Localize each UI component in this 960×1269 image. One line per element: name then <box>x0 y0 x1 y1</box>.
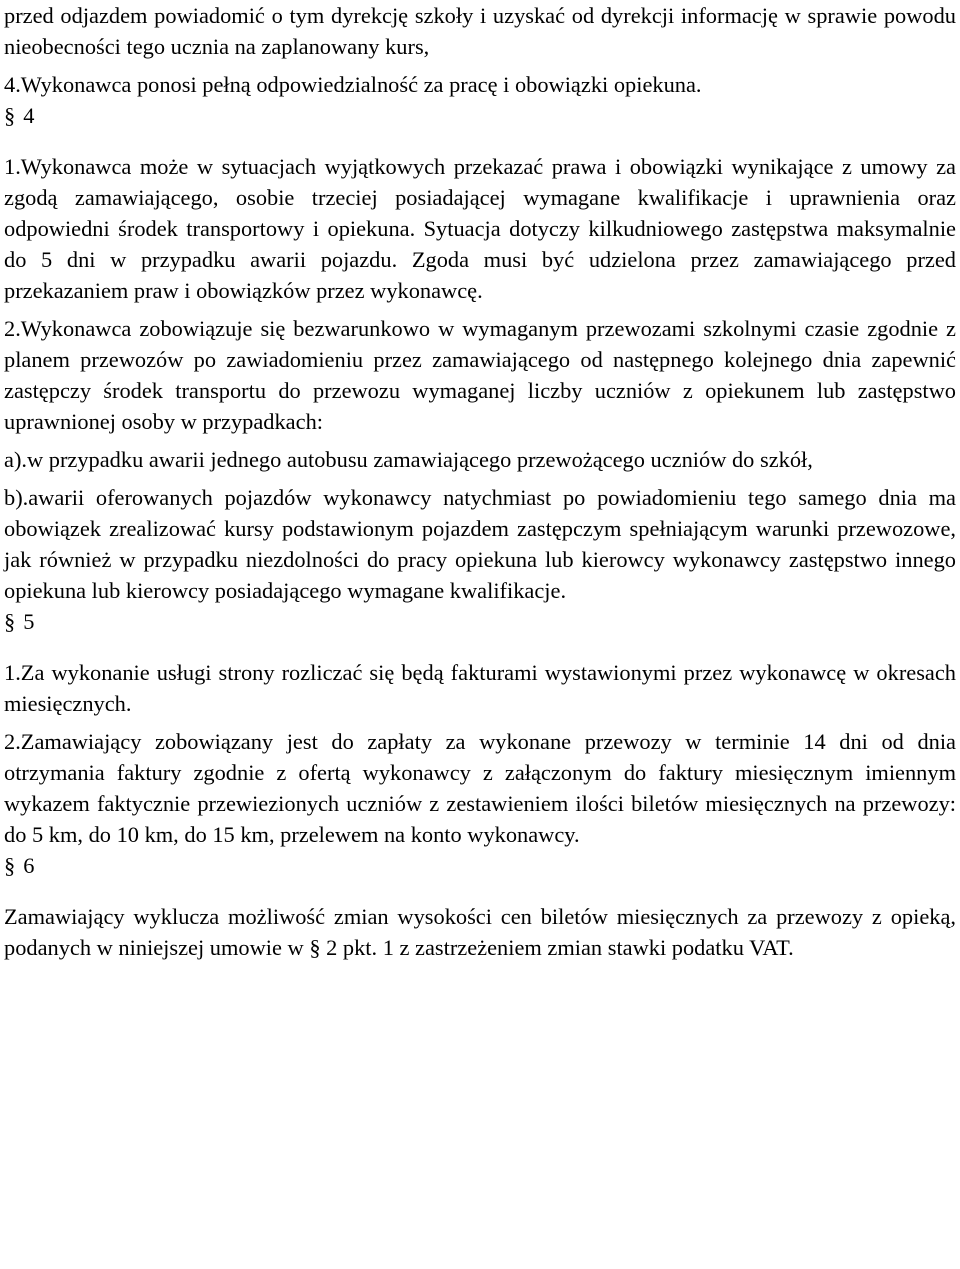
paragraph-4-2-b: b).awarii oferowanych pojazdów wykonawcy natychmiast po powiadomieniu tego samego dnia ma obowiązek zrealizować kursy podstawionym pojazdem zastępczym spełniającym warunki przewozowe, jak również w przypadku niezdolności do pracy opiekuna lub kierowcy wykonawcy zastępstwo innego opiekuna lub kierowcy posiadającego wymagane kwalifikacje. <box>4 485 956 603</box>
section-symbol: § <box>4 103 16 128</box>
section-number: 5 <box>23 609 35 634</box>
paragraph-4-2: 2.Wykonawca zobowiązuje się bezwarunkowo w wymaganym przewozami szkolnymi czasie zgodnie z planem przewozów po zawiadomieniu przez zamawiającego od następnego kolejnego dnia zapewnić zastępczy środek transportu do przewozu wymaganej liczby uczniów z opiekunem lub zastępstwo uprawnionej osoby w przypadkach: <box>4 316 956 434</box>
section-heading-6 <box>4 850 956 881</box>
section-heading-4 <box>4 100 956 131</box>
paragraph-5-2: 2.Zamawiający zobowiązany jest do zapłaty za wykonane przewozy w terminie 14 dni od dnia otrzymania faktury zgodnie z ofertą wykonawcy z załączonym do faktury miesięcznym imiennym wykazem faktycznie przewiezionych uczniów z zestawieniem ilości biletów miesięcznych na przewozy: do 5 km, do 10 km, do 15 km, przelewem na konto wykonawcy. <box>4 729 956 847</box>
paragraph-attendance-notice: przed odjazdem powiadomić o tym dyrekcję szkoły i uzyskać od dyrekcji informację w sprawie powodu nieobecności tego ucznia na zaplanowany kurs, <box>4 3 956 59</box>
paragraph-5-1: 1.Za wykonanie usługi strony rozliczać się będą fakturami wystawionymi przez wykonawcę w okresach miesięcznych. <box>4 660 956 716</box>
paragraph-point-4: 4.Wykonawca ponosi pełną odpowiedzialność za pracę i obowiązki opiekuna. <box>4 72 702 97</box>
paragraph-4-1: 1.Wykonawca może w sytuacjach wyjątkowych przekazać prawa i obowiązki wynikające z umowy za zgodą zamawiającego, osobie trzeciej posiadającej wymagane kwalifikacje i uprawnienia oraz odpowiedni środek transportowy i opiekuna. Sytuacja dotyczy kilkudniowego zastępstwa maksymalnie do 5 dni w przypadku awarii pojazdu. Zgoda musi być udzielona przez zamawiającego przed przekazaniem praw i obowiązków przez wykonawcę. <box>4 154 956 303</box>
section-heading-5 <box>4 606 956 637</box>
section-symbol: § <box>4 609 16 634</box>
paragraph-6: Zamawiający wyklucza możliwość zmian wysokości cen biletów miesięcznych za przewozy z opieką, podanych w niniejszej umowie w § 2 pkt. 1 z zastrzeżeniem zmian stawki podatku VAT. <box>4 904 956 960</box>
section-symbol: § <box>4 853 16 878</box>
paragraph-4-2-a: a).w przypadku awarii jednego autobusu zamawiającego przewożącego uczniów do szkół, <box>4 447 813 472</box>
section-number: 6 <box>23 853 35 878</box>
section-number: 4 <box>23 103 35 128</box>
